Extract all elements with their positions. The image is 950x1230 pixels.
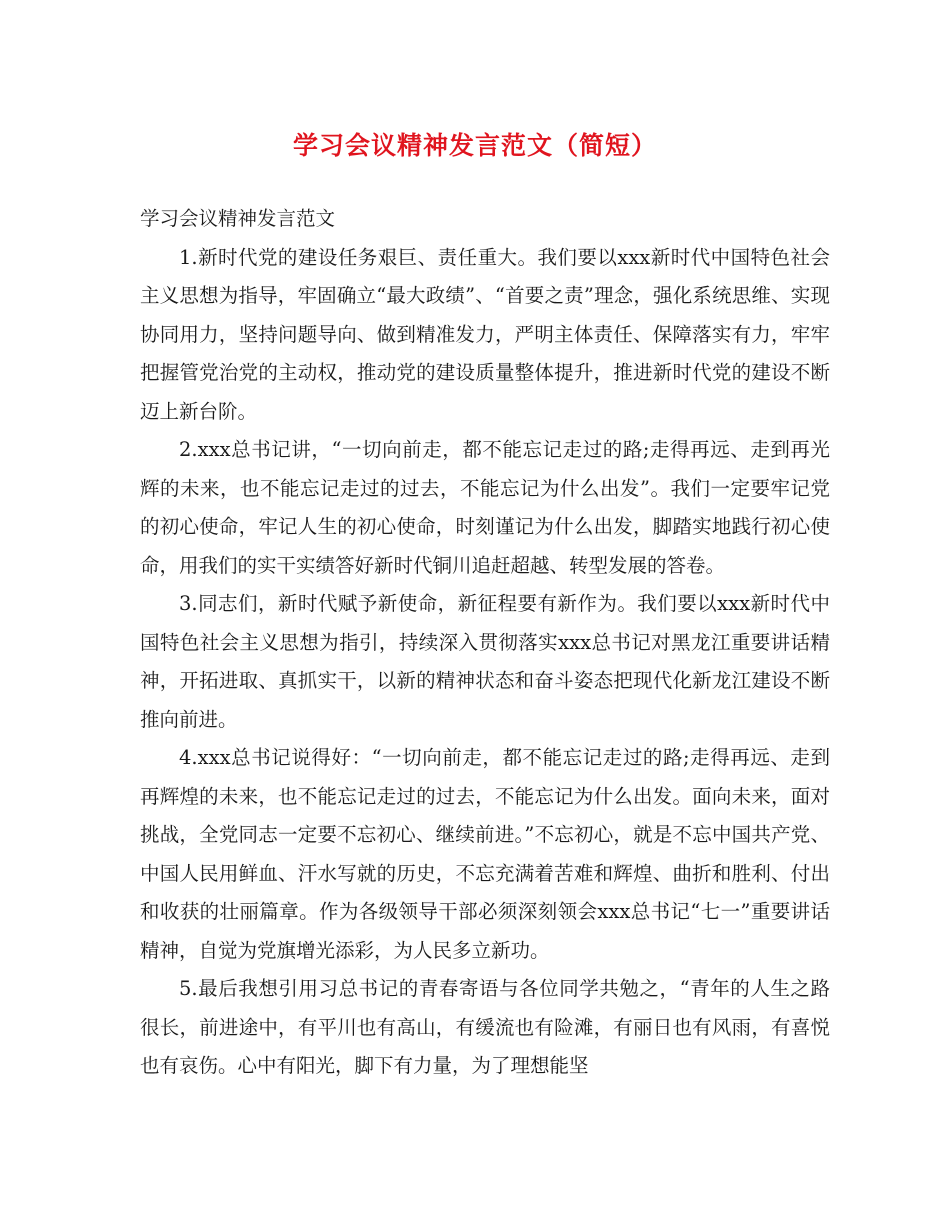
paragraph-4: 4.xxx总书记说得好：“一切向前走，都不能忘记走过的路;走得再远、走到再辉煌的未来，也不能忘记走过的过去，不能忘记为什么出发。面向未来，面对挑战，全党同志一定要不忘初心、继续前进。”不忘初心，就是不忘中国共产党、中国人民用鲜血、汗水写就的历史，不忘充满着苦难和辉煌、曲折和胜利、付出和收获的壮丽篇章。作为各级领导干部必须深刻领会xxx总书记“七一”重要讲话精神，自觉为党旗增光添彩，为人民多立新功。 xyxy=(140,746,830,962)
paragraph-2: 2.xxx总书记讲，“一切向前走，都不能忘记走过的路;走得再远、走到再光辉的未来，也不能忘记走过的过去，不能忘记为什么出发”。我们一定要牢记党的初心使命，牢记人生的初心使命，时刻谨记为什么出发，脚踏实地践行初心使命，用我们的实干实绩答好新时代铜川追赶超越、转型发展的答卷。 xyxy=(140,438,830,577)
document-subtitle: 学习会议精神发言范文 xyxy=(140,207,336,230)
document-title: 学习会议精神发言范文（简短） xyxy=(292,131,657,160)
paragraph-1: 1.新时代党的建设任务艰巨、责任重大。我们要以xxx新时代中国特色社会主义思想为指导，牢固确立“最大政绩”、“首要之责”理念，强化系统思维、实现协同用力，坚持问题导向、做到精准发力，严明主体责任、保障落实有力，牢牢把握管党治党的主动权，推动党的建设质量整体提升，推进新时代党的建设不断迈上新台阶。 xyxy=(140,245,830,423)
paragraph-5: 5.最后我想引用习总书记的青春寄语与各位同学共勉之，“青年的人生之路很长，前进途中，有平川也有高山，有缓流也有险滩，有丽日也有风雨，有喜悦也有哀伤。心中有阳光，脚下有力量，为了理想能坚 xyxy=(140,977,830,1077)
paragraph-3: 3.同志们，新时代赋予新使命，新征程要有新作为。我们要以xxx新时代中国特色社会主义思想为指引，持续深入贯彻落实xxx总书记对黑龙江重要讲话精神，开拓进取、真抓实干，以新的精神状态和奋斗姿态把现代化新龙江建设不断推向前进。 xyxy=(140,592,830,731)
document-body xyxy=(140,200,830,1086)
